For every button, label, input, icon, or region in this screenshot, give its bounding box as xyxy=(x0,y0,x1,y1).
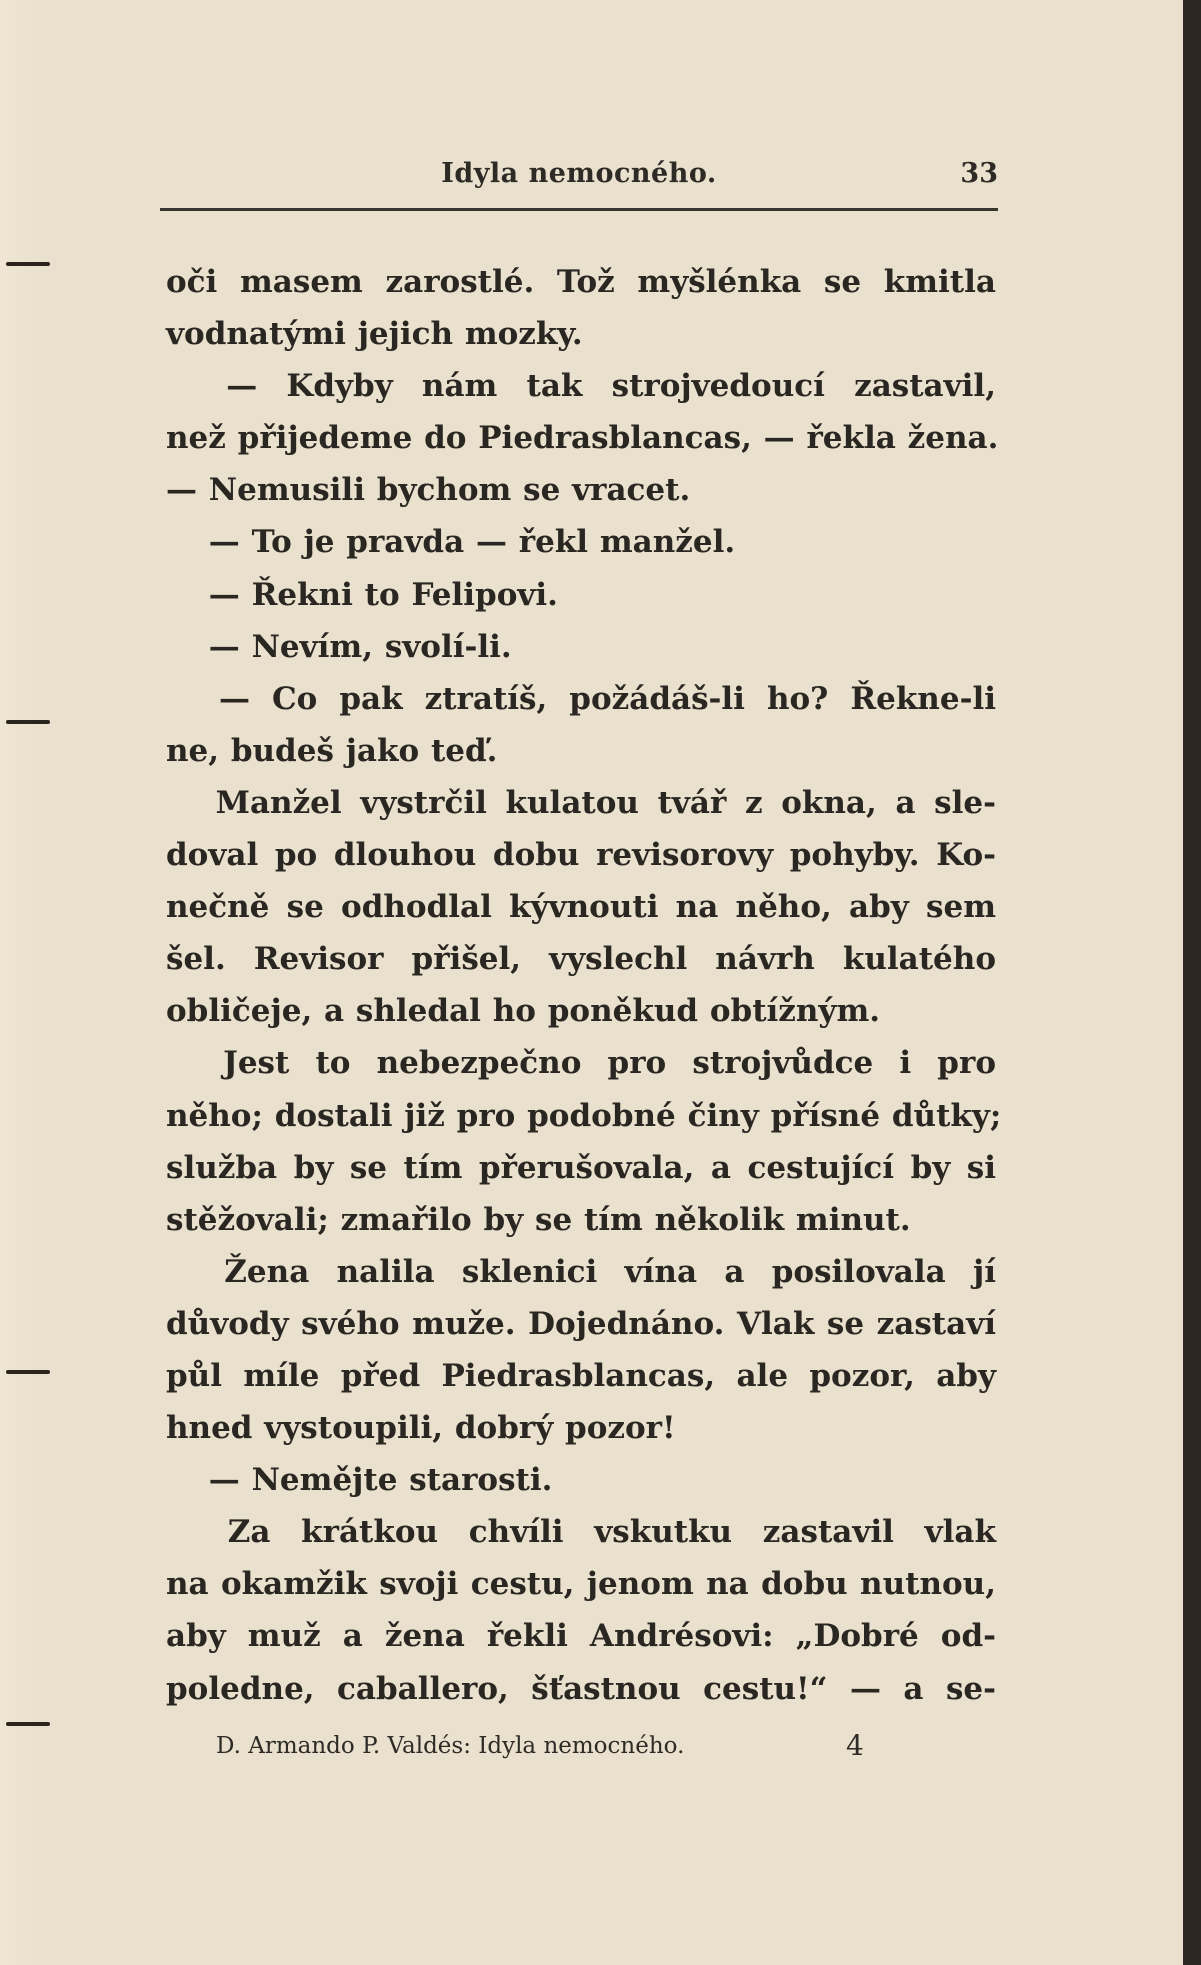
text-line: Jest to nebezpečno pro strojvůdce i pro xyxy=(166,1045,996,1082)
text-line: něho; dostali již pro podobné činy přísné důtky; xyxy=(166,1097,1002,1134)
text-line: šel. Revisor přišel, vyslechl návrh kulatého xyxy=(166,941,996,978)
binding-mark xyxy=(6,720,50,724)
text-line: půl míle před Piedrasblancas, ale pozor, aby xyxy=(166,1357,996,1394)
text-line: — Řekni to Felipovi. xyxy=(166,576,558,613)
binding-mark xyxy=(6,1722,50,1726)
text-line: ne, budeš jako teď. xyxy=(166,732,498,769)
sheet-signature: 4 xyxy=(846,1729,864,1762)
text-line: vodnatými jejich mozky. xyxy=(166,316,583,353)
text-line: — To je pravda — řekl manžel. xyxy=(166,524,736,561)
text-line: služba by se tím přerušovala, a cestující by si xyxy=(166,1149,996,1186)
text-line: poledne, caballero, šťastnou cestu!“ — a se- xyxy=(166,1670,996,1707)
text-line: — Nemusili bychom se vracet. xyxy=(166,472,691,509)
text-line: doval po dlouhou dobu revisorovy pohyby. Ko- xyxy=(166,837,996,874)
footer xyxy=(216,1729,916,1762)
footer-signature-line: D. Armando P. Valdés: Idyla nemocného. xyxy=(216,1733,685,1759)
text-line: Manžel vystrčil kulatou tvář z okna, a sle- xyxy=(166,784,996,821)
text-line: — Nemějte starosti. xyxy=(166,1462,553,1499)
text-line: — Nevím, svolí-li. xyxy=(166,628,512,665)
text-line: — Kdyby nám tak strojvedoucí zastavil, xyxy=(166,368,996,405)
running-header xyxy=(160,158,998,198)
binding-mark xyxy=(6,1370,50,1374)
binding-mark xyxy=(6,262,50,266)
page-number: 33 xyxy=(960,158,998,189)
text-line: aby muž a žena řekli Andrésovi: „Dobré od- xyxy=(166,1618,996,1655)
text-line: důvody svého muže. Dojednáno. Vlak se zastaví xyxy=(166,1305,996,1342)
text-line: Žena nalila sklenici vína a posilovala jí xyxy=(166,1253,996,1290)
text-line: na okamžik svoji cestu, jenom na dobu nutnou, xyxy=(166,1566,996,1603)
text-line: než přijedeme do Piedrasblancas, — řekla žena. xyxy=(166,420,999,457)
text-line: obličeje, a shledal ho poněkud obtížným. xyxy=(166,993,881,1030)
running-title: Idyla nemocného. xyxy=(441,158,717,189)
header-rule xyxy=(160,208,998,211)
text-line: stěžovali; zmařilo by se tím několik minut. xyxy=(166,1201,911,1238)
text-line: oči masem zarostlé. Tož myšlénka se kmitla xyxy=(166,264,996,300)
text-line: hned vystoupili, dobrý pozor! xyxy=(166,1410,676,1447)
text-line: — Co pak ztratíš, požádáš-li ho? Řekne-li xyxy=(166,680,996,717)
body-text xyxy=(166,256,1002,1715)
text-line: nečně se odhodlal kývnouti na něho, aby sem xyxy=(166,889,996,926)
text-line: Za krátkou chvíli vskutku zastavil vlak xyxy=(166,1514,996,1551)
